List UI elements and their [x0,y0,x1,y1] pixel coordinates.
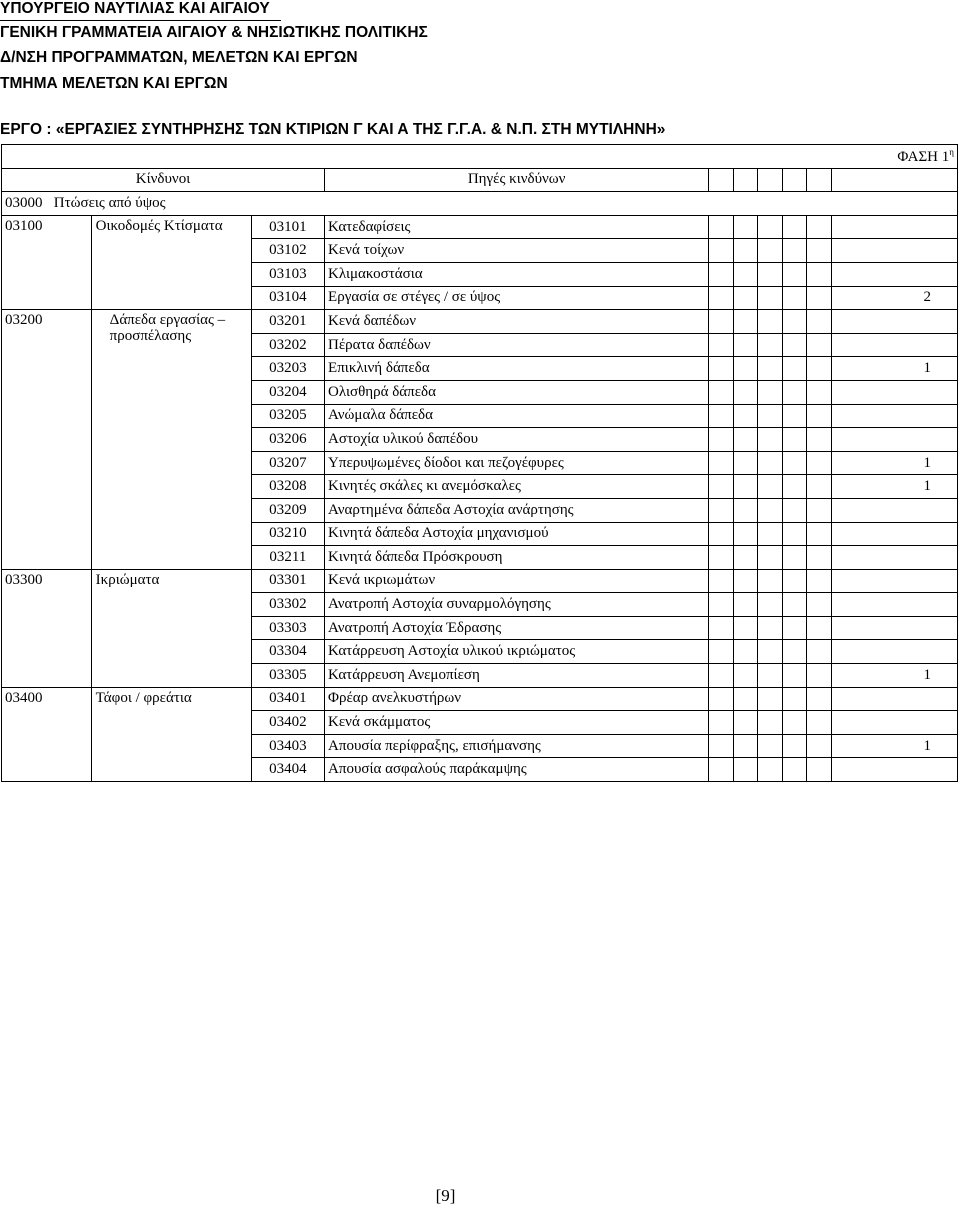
empty-cell [733,380,757,404]
row-description: Κινητά δάπεδα Αστοχία μηχανισμού [325,522,709,546]
empty-cell [733,734,757,758]
row-description: Υπερυψωμένες δίοδοι και πεζογέφυρες [325,451,709,475]
empty-cell [807,546,831,570]
empty-cell [807,215,831,239]
row-code: 03210 [251,522,324,546]
empty-cell [782,758,806,782]
empty-cell [733,404,757,428]
row-value: 1 [831,451,957,475]
row-description: Ολισθηρά δάπεδα [325,380,709,404]
row-code: 03402 [251,711,324,735]
row-value [831,215,957,239]
row-description: Ανατροπή Αστοχία συναρμολόγησης [325,593,709,617]
empty-cell [807,522,831,546]
row-value: 1 [831,734,957,758]
phase-row [2,145,958,169]
empty-cell [807,239,831,263]
empty-cell [733,640,757,664]
row-code: 03304 [251,640,324,664]
row-code: 03207 [251,451,324,475]
empty-cell [807,593,831,617]
row-value [831,640,957,664]
group-code: 03100 [2,215,92,309]
empty-cell [758,451,782,475]
empty-cell [758,333,782,357]
row-description: Κενά δαπέδων [325,310,709,334]
empty-cell [782,357,806,381]
empty-cell [782,404,806,428]
row-code: 03404 [251,758,324,782]
empty-cell [758,239,782,263]
empty-cell [807,664,831,688]
empty-cell [758,310,782,334]
empty-cell [733,451,757,475]
empty-cell [733,498,757,522]
table-row [2,569,958,593]
empty-cell [807,640,831,664]
row-value [831,616,957,640]
empty-cell [758,262,782,286]
empty-cell [733,593,757,617]
empty-cell [733,286,757,310]
row-value [831,593,957,617]
empty-cell [758,593,782,617]
row-description: Κινητά δάπεδα Πρόσκρουση [325,546,709,570]
phase-label: ΦΑΣΗ 1 [897,148,950,165]
empty-cell [807,616,831,640]
empty-cell [807,569,831,593]
row-code: 03302 [251,593,324,617]
empty-cell [709,711,733,735]
empty-cell [782,498,806,522]
row-code: 03201 [251,310,324,334]
row-description: Απουσία περίφραξης, επισήμανσης [325,734,709,758]
empty-cell [807,286,831,310]
group-code: 03400 [2,687,92,781]
project-title: ΕΡΓΟ : «ΕΡΓΑΣΙΕΣ ΣΥΝΤΗΡΗΣΗΣ ΤΩΝ ΚΤΙΡΙΩΝ Γ ΚΑΙ Α ΤΗΣ Γ.Γ.Α. & Ν.Π. ΣΤΗ ΜΥΤΙΛΗΝΗ» [0,121,666,138]
row-description: Κενά σκάμματος [325,711,709,735]
empty-cell [807,404,831,428]
empty-cell [709,546,733,570]
row-value [831,310,957,334]
row-description: Επικλινή δάπεδα [325,357,709,381]
empty-cell [733,616,757,640]
row-code: 03102 [251,239,324,263]
empty-cell [807,333,831,357]
empty-cell [758,357,782,381]
row-code: 03104 [251,286,324,310]
phase-cell [2,145,958,169]
empty-cell [782,687,806,711]
empty-cell [733,569,757,593]
empty-cell [733,522,757,546]
empty-cell [709,286,733,310]
table-row [2,215,958,239]
empty-cell [807,498,831,522]
table-row [2,687,958,711]
row-value [831,711,957,735]
empty-cell [758,546,782,570]
row-value [831,498,957,522]
row-code: 03208 [251,475,324,499]
group-name: Τάφοι / φρεάτια [91,687,251,781]
empty-cell [709,380,733,404]
row-code: 03305 [251,664,324,688]
empty-cell [733,239,757,263]
general-secretariat: ΓΕΝΙΚΗ ΓΡΑΜΜΑΤΕΙΑ ΑΙΓΑΙΟΥ & ΝΗΣΙΩΤΙΚΗΣ ΠΟΛΙΤΙΚΗΣ [0,24,428,41]
empty-cell [709,664,733,688]
empty-cell [782,711,806,735]
empty-cell [733,758,757,782]
empty-cell [709,616,733,640]
empty-cell [807,168,831,192]
empty-cell [709,758,733,782]
ministry-name: ΥΠΟΥΡΓΕΙΟ ΝΑΥΤΙΛΙΑΣ ΚΑΙ ΑΙΓΑΙΟΥ [0,0,270,17]
row-code: 03101 [251,215,324,239]
empty-cell [758,616,782,640]
top-group-cell [2,192,958,216]
empty-cell [709,404,733,428]
empty-cell [758,522,782,546]
row-description: Εργασία σε στέγες / σε ύψος [325,286,709,310]
empty-cell [733,546,757,570]
empty-cell [709,734,733,758]
empty-cell [758,711,782,735]
row-code: 03403 [251,734,324,758]
row-value [831,239,957,263]
empty-cell [807,758,831,782]
table-row [2,310,958,334]
empty-cell [782,333,806,357]
risk-table [1,144,958,782]
empty-cell [782,310,806,334]
group-name: Δάπεδα εργασίας – προσπέλασης [91,310,251,570]
empty-cell [758,286,782,310]
empty-cell [709,640,733,664]
empty-cell [831,168,957,192]
empty-cell [758,380,782,404]
empty-cell [733,428,757,452]
empty-cell [709,451,733,475]
empty-cell [782,168,806,192]
row-value: 2 [831,286,957,310]
empty-cell [709,215,733,239]
row-description: Κενά τοίχων [325,239,709,263]
row-code: 03209 [251,498,324,522]
empty-cell [733,215,757,239]
empty-cell [782,616,806,640]
row-code: 03206 [251,428,324,452]
empty-cell [782,664,806,688]
group-code: 03200 [2,310,92,570]
directorate: Δ/ΝΣΗ ΠΡΟΓΡΑΜΜΑΤΩΝ, ΜΕΛΕΤΩΝ ΚΑΙ ΕΡΓΩΝ [0,49,358,66]
empty-cell [807,475,831,499]
empty-cell [709,522,733,546]
top-group-code: 03000 [5,194,43,211]
row-value [831,687,957,711]
group-name: Ικριώματα [91,569,251,687]
phase-sup: η [949,146,954,157]
empty-cell [733,168,757,192]
row-value [831,546,957,570]
row-code: 03401 [251,687,324,711]
empty-cell [758,569,782,593]
row-code: 03205 [251,404,324,428]
empty-cell [709,333,733,357]
row-value [831,380,957,404]
empty-cell [758,640,782,664]
row-code: 03203 [251,357,324,381]
empty-cell [807,357,831,381]
row-value: 1 [831,475,957,499]
row-description: Αναρτημένα δάπεδα Αστοχία ανάρτησης [325,498,709,522]
row-code: 03301 [251,569,324,593]
empty-cell [807,262,831,286]
row-code: 03204 [251,380,324,404]
row-description: Απουσία ασφαλούς παράκαμψης [325,758,709,782]
empty-cell [782,569,806,593]
row-description: Κλιμακοστάσια [325,262,709,286]
empty-cell [807,310,831,334]
empty-cell [733,475,757,499]
empty-cell [782,428,806,452]
row-value [831,522,957,546]
empty-cell [709,569,733,593]
empty-cell [782,546,806,570]
row-description: Ανατροπή Αστοχία Έδρασης [325,616,709,640]
empty-cell [709,168,733,192]
empty-cell [709,593,733,617]
row-description: Κατεδαφίσεις [325,215,709,239]
group-code: 03300 [2,569,92,687]
empty-cell [709,357,733,381]
empty-cell [758,404,782,428]
empty-cell [782,593,806,617]
row-value [831,569,957,593]
empty-cell [782,522,806,546]
empty-cell [758,215,782,239]
empty-cell [709,428,733,452]
empty-cell [709,475,733,499]
top-group-row [2,192,958,216]
empty-cell [782,475,806,499]
top-group-name: Πτώσεις από ύψος [53,194,166,211]
empty-cell [733,687,757,711]
empty-cell [782,640,806,664]
empty-cell [807,711,831,735]
row-description: Αστοχία υλικού δαπέδου [325,428,709,452]
row-description: Κατάρρευση Ανεμοπίεση [325,664,709,688]
row-description: Φρέαρ ανελκυστήρων [325,687,709,711]
empty-cell [758,428,782,452]
row-code: 03303 [251,616,324,640]
row-value: 1 [831,357,957,381]
row-description: Κινητές σκάλες κι ανεμόσκαλες [325,475,709,499]
col-header-risks: Κίνδυνοι [2,168,325,192]
empty-cell [782,734,806,758]
empty-cell [782,262,806,286]
row-value [831,758,957,782]
empty-cell [782,286,806,310]
header-underline [0,20,281,21]
empty-cell [807,734,831,758]
empty-cell [807,451,831,475]
row-description: Κενά ικριωμάτων [325,569,709,593]
empty-cell [782,215,806,239]
empty-cell [782,451,806,475]
empty-cell [709,239,733,263]
department: ΤΜΗΜΑ ΜΕΛΕΤΩΝ ΚΑΙ ΕΡΓΩΝ [0,75,228,92]
row-description: Κατάρρευση Αστοχία υλικού ικριώματος [325,640,709,664]
group-name: Οικοδομές Κτίσματα [91,215,251,309]
empty-cell [709,262,733,286]
empty-cell [709,687,733,711]
empty-cell [807,687,831,711]
empty-cell [807,380,831,404]
empty-cell [733,262,757,286]
empty-cell [758,758,782,782]
empty-cell [782,380,806,404]
row-value [831,404,957,428]
empty-cell [733,664,757,688]
empty-cell [758,498,782,522]
empty-cell [758,687,782,711]
empty-cell [733,711,757,735]
col-header-sources: Πηγές κινδύνων [325,168,709,192]
row-value [831,333,957,357]
row-code: 03103 [251,262,324,286]
empty-cell [709,498,733,522]
empty-cell [758,475,782,499]
row-code: 03202 [251,333,324,357]
row-description: Πέρατα δαπέδων [325,333,709,357]
empty-cell [733,310,757,334]
empty-cell [709,310,733,334]
page-number: [9] [435,1186,456,1205]
empty-cell [733,357,757,381]
row-code: 03211 [251,546,324,570]
empty-cell [758,664,782,688]
row-value: 1 [831,664,957,688]
empty-cell [782,239,806,263]
empty-cell [758,734,782,758]
row-description: Ανώμαλα δάπεδα [325,404,709,428]
row-value [831,428,957,452]
empty-cell [807,428,831,452]
empty-cell [733,333,757,357]
row-value [831,262,957,286]
table-header-row [2,168,958,192]
empty-cell [758,168,782,192]
